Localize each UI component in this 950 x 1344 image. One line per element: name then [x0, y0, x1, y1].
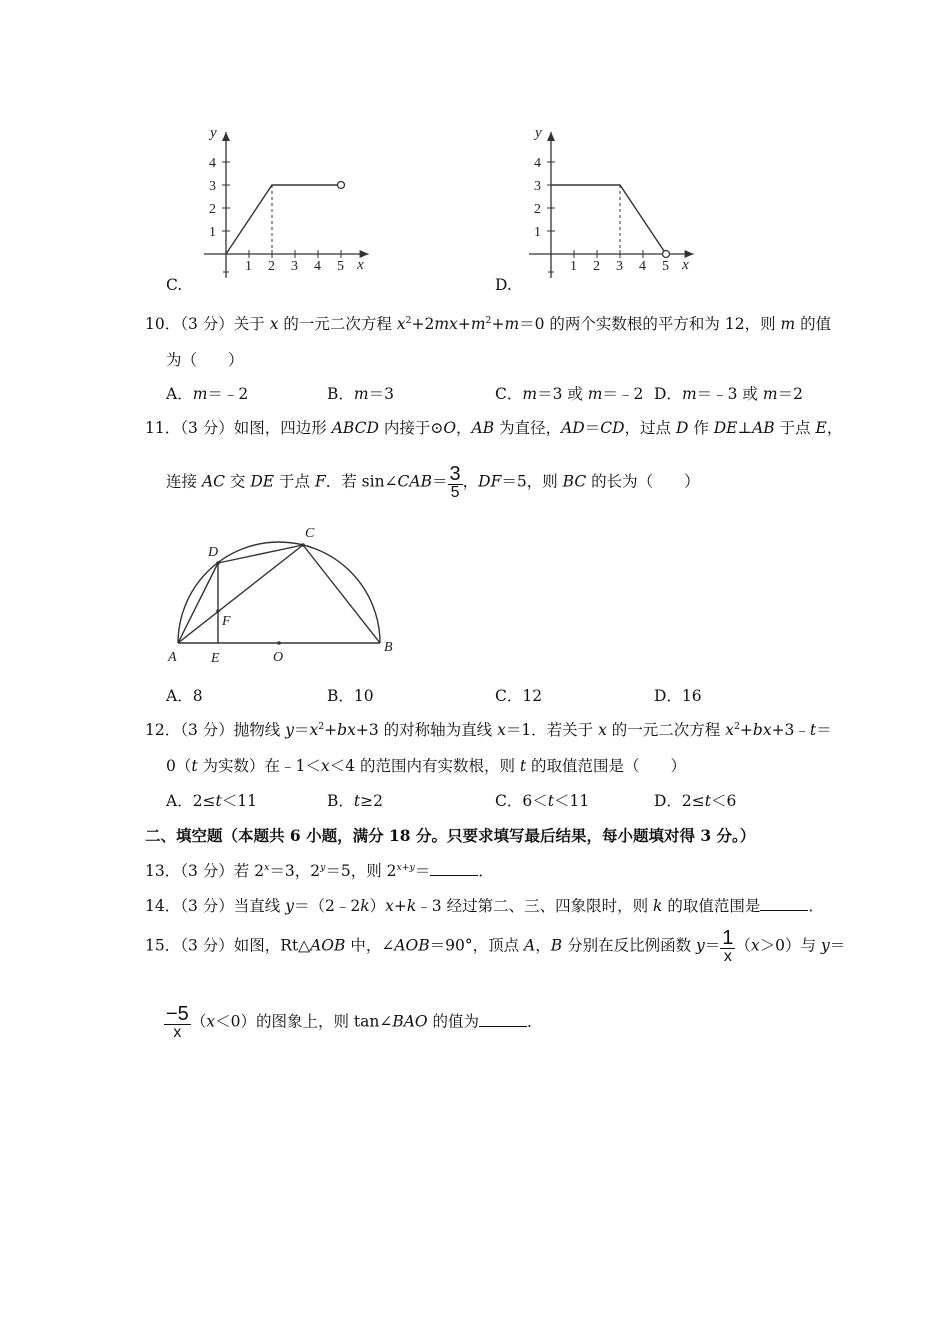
q11-number: 11．	[145, 419, 181, 437]
q15-answer-blank[interactable]	[479, 1010, 527, 1027]
graph-c-label: C.	[166, 276, 183, 294]
y-axis-arrow	[222, 132, 230, 141]
q10-line2: 为（ ）	[166, 351, 244, 369]
q13-answer-blank[interactable]	[430, 860, 478, 877]
x-tick-label: 1	[570, 259, 577, 274]
open-endpoint	[338, 182, 345, 189]
segment-ac	[178, 545, 303, 643]
q10-option-a: A．m＝﹣2	[166, 385, 249, 403]
y-tick-label: 1	[534, 225, 541, 240]
fraction-1-x: $\frac{1}{x}$	[722, 927, 734, 965]
q12-line1: 12．（3 分）抛物线 $y=x^2+bx+3$ 的对称轴为直线 x＝1．若关于 x 的一元二次方程 $x^2+bx+3﹣t=$	[145, 720, 832, 739]
q13-number: 13．	[145, 862, 181, 880]
y-axis-label: y	[535, 125, 542, 141]
y-tick-label: 4	[534, 156, 541, 171]
q12-number: 12．	[145, 721, 181, 739]
q10-number: 10．	[145, 315, 181, 333]
q10-option-c: C．m＝3 或 m＝﹣2	[495, 385, 644, 403]
y-tick-label: 2	[209, 202, 216, 217]
q12-line2: 0（t 为实数）在﹣1＜x＜4 的范围内有实数根，则 t 的取值范围是（ ）	[166, 757, 687, 775]
q11-geometry-figure	[160, 520, 410, 670]
label-a: A	[168, 650, 177, 665]
semicircle-diagram	[160, 520, 410, 670]
label-e: E	[211, 651, 220, 666]
y-tick-label: 3	[534, 179, 541, 194]
q14-answer-blank[interactable]	[760, 895, 808, 912]
q15-line1: 15．（3 分）如图，Rt△AOB 中，∠AOB＝90°，顶点 A，B 分别在反比例函数 y＝ $\frac{1}{x}$ （x＞0）与 y＝	[145, 927, 846, 965]
y-tick-label: 3	[209, 179, 216, 194]
graph-d-label: D.	[495, 276, 512, 294]
label-d: D	[208, 545, 219, 560]
section-2-heading: 二、填空题（本题共 6 小题，满分 18 分。只要求填写最后结果，每小题填对得 3 分。）	[145, 826, 756, 845]
label-f: F	[222, 614, 231, 629]
graph-d	[515, 122, 705, 282]
y-axis-label: y	[210, 125, 217, 141]
q13-score: （3 分）	[180, 862, 234, 880]
x-tick-label: 3	[291, 259, 298, 274]
x-tick-label: 4	[639, 259, 646, 274]
y-axis-arrow	[547, 132, 555, 141]
x-tick-label: 4	[314, 259, 321, 274]
x-axis-label: x	[357, 257, 364, 273]
q11-line2: 连接 AC 交 DE 于点 F．若 sin∠CAB＝ $\frac{3}{5}$ ，DF＝5，则 BC 的长为（ ）	[166, 463, 700, 501]
q15-line2: $\frac{-5}{x}$ （x＜0）的图象上，则 tan∠BAO 的值为 ．	[166, 1003, 543, 1041]
segment-ad	[178, 563, 218, 643]
q12-option-c: C．6＜t＜11	[495, 792, 590, 810]
q11-score: （3 分）	[180, 419, 234, 437]
q13-line: 13．（3 分）若 $2^x=3$，$2^y=5$，则 $2^{x+y}=$ ．	[145, 859, 494, 881]
x-tick-label: 1	[245, 259, 252, 274]
q10-option-d: D．m＝﹣3 或 m＝2	[654, 385, 803, 403]
q14-number: 14．	[145, 897, 181, 915]
q10-line1: 10．（3 分）关于 x 的一元二次方程 $x^2+2mx+m^2+m=0$ 的两个实数根的平方和为 12，则 m 的值	[145, 314, 832, 333]
q10-option-b: B．m＝3	[327, 385, 394, 403]
q11-option-a: A．8	[166, 687, 203, 705]
q14-line: 14．（3 分）当直线 y＝（2﹣2k）x+k﹣3 经过第二、三、四象限时，则 k 的取值范围是 ．	[145, 894, 824, 916]
y-tick-label: 4	[209, 156, 216, 171]
x-tick-label: 5	[662, 259, 669, 274]
open-endpoint	[663, 251, 670, 258]
fraction-3-5: $\frac{3}{5}$	[449, 463, 461, 501]
x-tick-label: 2	[593, 259, 600, 274]
label-c: C	[305, 526, 315, 541]
x-tick-label: 5	[337, 259, 344, 274]
fraction-neg5-x: $\frac{-5}{x}$	[166, 1003, 189, 1041]
q11-option-b: B．10	[327, 687, 374, 705]
q14-score: （3 分）	[180, 897, 234, 915]
graph-d-svg	[515, 122, 705, 282]
q10-score: （3 分）	[180, 315, 234, 333]
graph-c-svg	[190, 122, 380, 282]
x-tick-label: 3	[616, 259, 623, 274]
point-f-dot	[216, 609, 220, 613]
x-axis-label: x	[682, 257, 689, 273]
y-tick-label: 1	[209, 225, 216, 240]
segment-cb	[303, 545, 380, 643]
function-graph	[226, 185, 341, 254]
q11-option-c: C．12	[495, 687, 543, 705]
point-c-dot	[301, 543, 305, 547]
function-graph	[551, 185, 666, 254]
q12-option-b: B．t≥2	[327, 792, 383, 810]
q12-score: （3 分）	[180, 721, 234, 739]
q11-option-d: D．16	[654, 687, 702, 705]
label-o: O	[273, 650, 284, 665]
graph-c	[190, 122, 380, 282]
q12-option-d: D．2≤t＜6	[654, 792, 737, 810]
q15-score: （3 分）	[180, 936, 234, 955]
y-tick-label: 2	[534, 202, 541, 217]
q11-line1: 11．（3 分）如图，四边形 ABCD 内接于⊙O，AB 为直径，AD＝CD，过点 D 作 DE⊥AB 于点 E，	[145, 419, 843, 437]
q15-number: 15．	[145, 936, 181, 955]
point-o-dot	[277, 641, 281, 645]
q12-option-a: A．2≤t＜11	[166, 792, 258, 810]
point-d-dot	[216, 561, 220, 565]
label-b: B	[384, 640, 393, 655]
x-tick-label: 2	[268, 259, 275, 274]
